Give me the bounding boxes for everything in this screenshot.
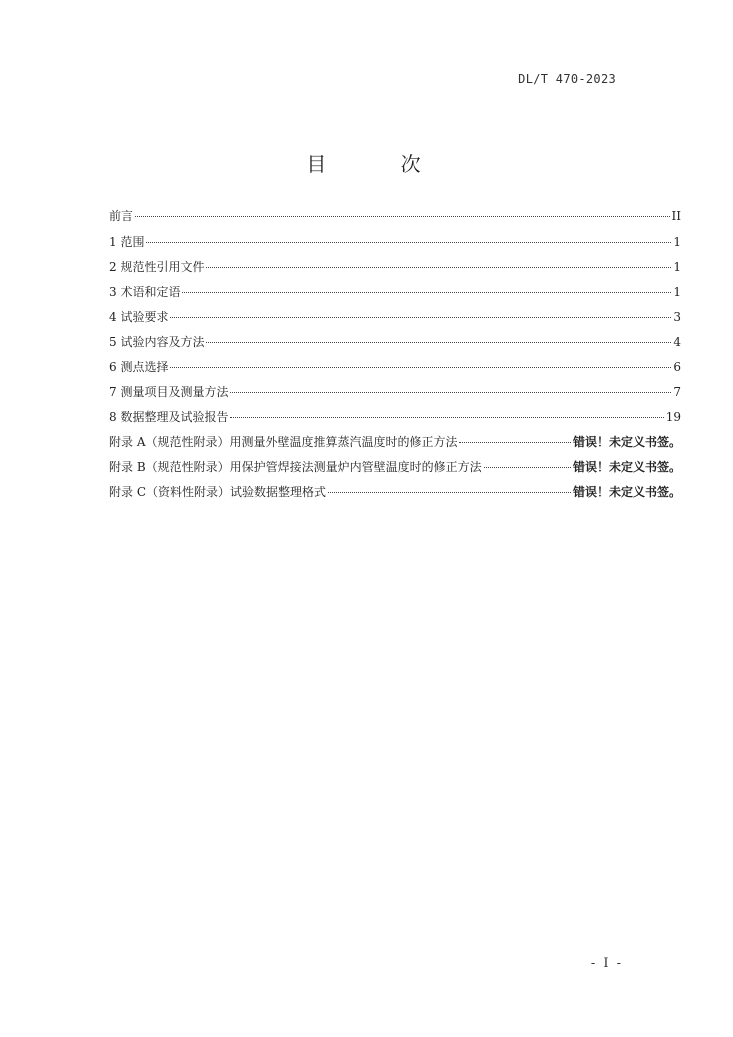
toc-entry-page: 7 — [673, 385, 681, 399]
toc-entry-label: 3 术语和定语 — [109, 285, 181, 299]
toc-entry-label: 附录 B（规范性附录）用保护管焊接法测量炉内管壁温度时的修正方法 — [109, 460, 482, 474]
toc-entry-measuring-points[interactable] — [109, 358, 681, 383]
dot-leader — [182, 292, 671, 293]
dot-leader — [170, 317, 671, 318]
toc-entry-page: 4 — [673, 335, 681, 349]
toc-entry-appendix-b[interactable] — [109, 458, 681, 483]
toc-entry-normative-references[interactable] — [109, 258, 681, 283]
toc-entry-appendix-a[interactable] — [109, 433, 681, 458]
toc-entry-error-page: 错误！未定义书签。 — [572, 485, 681, 499]
toc-entry-label: 1 范围 — [109, 235, 145, 249]
toc-entry-page: 3 — [673, 310, 681, 324]
toc-entry-error-page: 错误！未定义书签。 — [572, 460, 681, 474]
toc-entry-label: 2 规范性引用文件 — [109, 260, 205, 274]
dot-leader — [230, 417, 663, 418]
toc-entry-page: II — [671, 209, 681, 223]
toc-entry-scope[interactable] — [109, 233, 681, 258]
dot-leader — [206, 342, 671, 343]
dot-leader — [484, 467, 571, 468]
toc-entry-label: 附录 A（规范性附录）用测量外壁温度推算蒸汽温度时的修正方法 — [109, 435, 458, 449]
dot-leader — [135, 216, 670, 217]
toc-entry-test-content[interactable] — [109, 333, 681, 358]
dot-leader — [170, 367, 671, 368]
dot-leader — [328, 492, 571, 493]
toc-entry-label: 附录 C（资料性附录）试验数据整理格式 — [109, 485, 326, 499]
toc-entry-label: 8 数据整理及试验报告 — [109, 410, 229, 424]
toc-entry-test-requirements[interactable] — [109, 308, 681, 333]
toc-entry-terms[interactable] — [109, 283, 681, 308]
toc-entry-label: 6 测点选择 — [109, 360, 169, 374]
toc-entry-page: 1 — [673, 260, 681, 274]
toc-entry-error-page: 错误！未定义书签。 — [572, 435, 681, 449]
document-code: DL/T 470-2023 — [518, 72, 616, 86]
toc-entry-label: 5 试验内容及方法 — [109, 335, 205, 349]
dot-leader — [459, 442, 571, 443]
toc-entry-page: 1 — [673, 235, 681, 249]
toc-entry-page: 1 — [673, 285, 681, 299]
table-of-contents — [109, 207, 681, 508]
dot-leader — [206, 267, 671, 268]
toc-title: 目 次 — [306, 152, 455, 176]
toc-entry-label: 7 测量项目及测量方法 — [109, 385, 229, 399]
toc-entry-data-report[interactable] — [109, 408, 681, 433]
toc-entry-page: 19 — [665, 410, 681, 424]
toc-entry-appendix-c[interactable] — [109, 483, 681, 508]
toc-entry-label: 前言 — [109, 209, 134, 223]
toc-entry-page: 6 — [673, 360, 681, 374]
toc-entry-label: 4 试验要求 — [109, 310, 169, 324]
toc-entry-measurement-items[interactable] — [109, 383, 681, 408]
page-number: - I - — [590, 956, 623, 971]
dot-leader — [146, 242, 671, 243]
dot-leader — [230, 392, 671, 393]
toc-entry-preface[interactable] — [109, 207, 681, 233]
